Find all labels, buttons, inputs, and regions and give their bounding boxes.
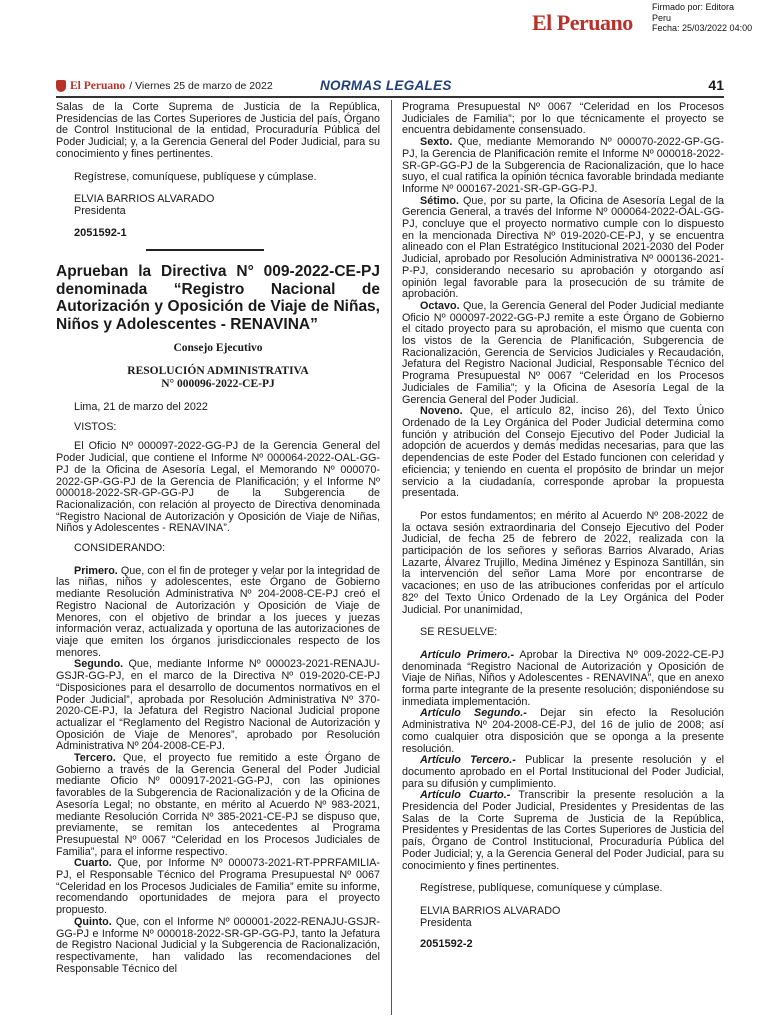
se-resuelve-heading: SE RESUELVE:: [420, 626, 498, 639]
considerando-heading: CONSIDERANDO:: [74, 542, 166, 555]
running-date: / Viernes 25 de marzo de 2022: [129, 80, 273, 92]
articulo-primero: Artículo Primero.- Aprobar la Directiva Nº 009-2022-CE-PJ denominada “Registro Nacional de Autorización y Oposición de Viaje de Niñas, Niños y Adolescentes - RENAVINA”, que en anexo forma parte integrante de la presente resolución; disponiéndose su inmediata implementación.: [402, 648, 724, 708]
resolution-number: [56, 365, 380, 391]
signature-line-2: Peru: [652, 12, 672, 23]
separator-rule: [146, 249, 264, 251]
left-column: [56, 102, 380, 975]
paragraph-primero: Primero. Que, con el fin de proteger y velar por la integridad de las niñas, niños y adolescentes, este Órgano de Gobierno mediante Resolución Administrativa Nº 204-2008-CE-PJ creó el Registro Nacional de Autorización y Oposición de Viaje de Menores, con el objetivo de brindar a los jueces y juezas información veraz, actualizada y oportuna de las autorizaciones de viaje que emiten los órganos jurisdiccionales respecto de los menores.: [56, 564, 380, 659]
articulo-tercero: Artículo Tercero.- Publicar la presente resolución y el documento aprobado en el Portal Institucional del Poder Judicial, para su difusión y cumplimiento.: [402, 754, 724, 790]
fundamentos-paragraph: Por estos fundamentos; en mérito al Acuerdo Nº 208-2022 de la octava sesión extraordinaria del Consejo Ejecutivo del Poder Judicial, de fecha 25 de febrero de 2022, realizada con la participación de los señores y señoras Barrios Alvarado, Arias Lazarte, Álvarez Trujillo, Medina Jiménez y Espinoza Santillán, sin la intervención del señor Lama More por encontrarse de vacaciones; en uso de las atribuciones conferidas por el artículo 82º del Texto Único Ordenado de la Ley Orgánica del Poder Judicial. Por unanimidad,: [402, 509, 724, 616]
el-peruano-logo: El Peruano: [532, 10, 633, 35]
paragraph-septimo: Sétimo. Que, por su parte, la Oficina de Asesoría Legal de la Gerencia General, a través del Informe Nº 000064-2022-OAL-GG-PJ, concluye que el proyecto normativo cumple con lo dispuesto en la mencionada Directiva Nº 019-2020-CE-PJ, y se encuentra alineado con el Plan Estratégico Institucional 2021-2030 del Poder Judicial, aprobado por Resolución Administrativa Nº 000136-2021-P-PJ, considerando necesario su aprobación y otorgando así opinión legal favorable para la prosecución de su trámite de aprobación.: [402, 194, 724, 301]
running-header: [56, 76, 724, 98]
vistos-heading: VISTOS:: [74, 420, 117, 433]
right-column: [402, 102, 724, 951]
document-code: 2051592-1: [74, 226, 127, 239]
section-title: NORMAS LEGALES: [320, 78, 452, 93]
signer-role: Presidenta: [74, 204, 126, 217]
paragraph-sexto: Sexto. Que, mediante Memorando Nº 000070-2022-GP-GG-PJ, la Gerencia de Planificación remite el Informe Nº 000018-2022-SR-GP-GG-PJ de la Subgerencia de Racionalización, que lo hace suyo, el cual ratifica la opinión técnica favorable brindada mediante Informe Nº 000167-2021-SR-GP-GG-PJ.: [402, 136, 724, 195]
issuing-organ: Consejo Ejecutivo: [173, 342, 263, 355]
place-date: Lima, 21 de marzo del 2022: [74, 401, 208, 414]
articulo-segundo: Artículo Segundo.- Dejar sin efecto la Resolución Administrativa Nº 204-2008-CE-PJ, del 16 de julio de 2008; así como cualquier otra disposición que se oponga a la presente resolución.: [402, 707, 724, 755]
closing-formula-right: Regístrese, publíquese, comuníquese y cúmplase.: [420, 882, 663, 895]
continued-paragraph-right: Programa Presupuestal Nº 0067 “Celeridad en los Procesos Judiciales de Familia”; por lo que técnicamente el proyecto se encuentra debidamente consensuado.: [402, 101, 724, 137]
articulo-cuarto: Artículo Cuarto.- Transcribir la presente resolución a la Presidencia del Poder Judicial, Presidentes y Presidentas de las Salas de la Corte Suprema de Justicia de la República, Presidentes y Presidentas de las Cortes Superiores de Justicia del país, Órgano de Control Institucional, Procuraduría Pública del Poder Judicial; y, a la Gerencia General del Poder Judicial, para su conocimiento y fines pertinentes.: [402, 789, 724, 872]
resolution-title: Aprueban la Directiva N° 009-2022-CE-PJ denominada “Registro Nacional de Autorización y Oposición de Viaje de Niñas, Niños y Adolescentes - RENAVINA”: [56, 263, 380, 333]
running-logo: El Peruano: [70, 80, 126, 92]
paragraph-noveno: Noveno. Que, el artículo 82, inciso 26), del Texto Único Ordenado de la Ley Orgánica del Poder Judicial determina como función y atribución del Consejo Ejecutivo del Poder Judicial la adopción de acuerdos y demás medidas necesarias, para que las dependencias de este Poder del Estado funcionen con celeridad y eficiencia; y teniendo en cuenta el propósito de brindar un mejor servicio a la ciudadanía, corresponde aprobar la propuesta presentada.: [402, 405, 724, 500]
paragraph-cuarto: Cuarto. Que, por Informe Nº 000073-2021-RT-PPRFAMILIA-PJ, el Responsable Técnico del Programa Presupuestal Nº 0067 “Celeridad en los Procesos Judiciales de Familia” emite su informe, recomendando oportunidades de mejora para el proyecto propuesto.: [56, 857, 380, 917]
running-header-left: [56, 80, 273, 92]
closing-formula: Regístrese, comuníquese, publíquese y cúmplase.: [74, 170, 317, 183]
signer-name-right: ELVIA BARRIOS ALVARADO: [420, 905, 561, 917]
signature-line-3: Fecha: 25/03/2022 04:00: [652, 23, 753, 33]
vistos-paragraph: El Oficio Nº 000097-2022-GG-PJ de la Gerencia General del Poder Judicial, que contiene el Informe Nº 000064-2022-OAL-GG-PJ de la Oficina de Asesoría Legal, el Memorando Nº 000070-2022-GP-GG-PJ de la Gerencia de Planificación; y el Informe Nº 000018-2022-SR-GP-GG-PJ de la Subgerencia de Racionalización, con relación al proyecto de Directiva denominada “Registro Nacional de Autorización y Oposición de Viaje de Niñas, Niños y Adolescentes - RENAVINA”.: [56, 440, 380, 535]
paragraph-quinto: Quinto. Que, con el Informe Nº 000001-2022-RENAJU-GSJR-GG-PJ e Informe Nº 000018-2022-SR-GP-GG-PJ, tanto la Jefatura de Registro Nacional Judicial y la Subgerencia de Racionalización, respectivamente, han validado las recomendaciones del Responsable Técnico del: [56, 915, 380, 975]
signer-role-right: Presidenta: [420, 916, 472, 929]
resolution-line-2: N° 000096-2022-CE-PJ: [161, 378, 275, 391]
continued-paragraph: Salas de la Corte Suprema de Justicia de la República, Presidencias de las Cortes Superiores de Justicia del país, Órgano de Control Institucional de la entidad, Procuraduría Pública del Poder Judicial; y, a la Gerencia General del Poder Judicial, para su conocimiento y fines pertinentes.: [56, 101, 380, 160]
page-number: 41: [708, 77, 724, 93]
paragraph-octavo: Octavo. Que, la Gerencia General del Poder Judicial mediante Oficio Nº 000097-2022-GG-PJ remite a este Órgano de Gobierno el citado proyecto para su aprobación, el mismo que cuenta con los vistos de la Gerencia de Planificación, Subgerencia de Racionalización, Gerencia de Servicios Judiciales y Recaudación, Jefatura del Registro Nacional Judicial, Responsable Técnico del Programa Presupuestal Nº 0067 “Celeridad en los Procesos Judiciales de Familia”; y la Oficina de Asesoría Legal de la Gerencia General del Poder Judicial.: [402, 299, 724, 406]
paragraph-segundo: Segundo. Que, mediante Informe Nº 000023-2021-RENAJU-GSJR-GG-PJ, en el marco de la Directiva Nº 019-2020-CE-PJ “Disposiciones para el desarrollo de documentos normativos en el Poder Judicial”, aprobada por Resolución Administrativa Nº 370-2020-CE-PJ, la Jefatura del Registro Nacional Judicial propone actualizar el “Reglamento del Registro Nacional de Autorización y Oposición de Viaje de Menores”, aprobado por Resolución Administrativa Nº 204-2008-CE-PJ.: [56, 658, 380, 753]
column-divider: [391, 100, 392, 1015]
top-bar: [0, 0, 768, 44]
digital-signature: [652, 2, 752, 34]
document-code-right: 2051592-2: [420, 938, 473, 951]
signer-name: ELVIA BARRIOS ALVARADO: [74, 193, 215, 206]
crest-icon: [56, 80, 66, 92]
signature-line-1: Firmado por: Editora: [652, 2, 735, 12]
resolution-line-1: RESOLUCIÓN ADMINISTRATIVA: [127, 365, 309, 378]
paragraph-tercero: Tercero. Que, el proyecto fue remitido a este Órgano de Gobierno a través de la Gerencia General del Poder Judicial mediante Oficio Nº 000917-2021-GG-PJ, con las opiniones favorables de la Subgerencia de Racionalización y de la Oficina de Asesoría Legal; no obstante, en mérito al Acuerdo Nº 983-2021, mediante Resolución Corrida Nº 385-2021-CE-PJ se dispuso que, previamente, se remitan los antecedentes al Programa Presupuestal Nº 0067 “Celeridad en los Procesos Judiciales de Familia”, para el informe respectivo.: [56, 752, 380, 858]
